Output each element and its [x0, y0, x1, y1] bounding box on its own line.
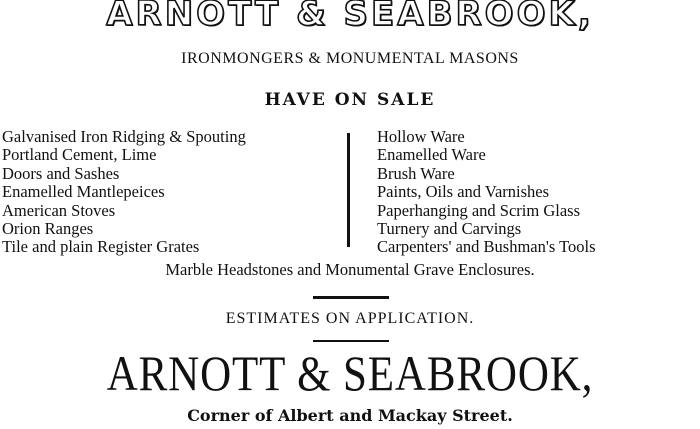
goods-list-right [377, 128, 596, 257]
marble-headstones-line: Marble Headstones and Monumental Grave Enclosures. [165, 260, 535, 279]
list-item: Turnery and Carvings [377, 219, 522, 239]
list-item: Hollow Ware [377, 127, 465, 146]
list-item: Portland Cement, Lime [2, 145, 157, 165]
address: Corner of Albert and Mackay Street. [187, 406, 513, 425]
list-item: Galvanised Iron Ridging & Spouting [2, 127, 246, 146]
list-item: Paints, Oils and Varnishes [377, 182, 550, 202]
list-item: Doors and Sashes [2, 163, 120, 183]
estimates-line: ESTIMATES ON APPLICATION. [225, 310, 475, 327]
horizontal-rule [313, 296, 389, 299]
list-item: Orion Ranges [2, 219, 94, 239]
subtitle: IRONMONGERS & MONUMENTAL MASONS [181, 50, 519, 67]
top-title: ARNOTT & SEABROOK, [106, 0, 594, 34]
footer-title: ARNOTT & SEABROOK, [106, 345, 594, 401]
have-on-sale-heading: HAVE ON SALE [264, 90, 436, 110]
list-item: Paperhanging and Scrim Glass [377, 200, 581, 220]
list-item: Brush Ware [377, 163, 455, 183]
list-item: Tile and plain Register Grates [2, 237, 200, 257]
list-item: American Stoves [2, 200, 116, 220]
horizontal-rule [313, 340, 389, 342]
list-item: Enamelled Ware [377, 145, 486, 165]
list-item: Carpenters' and Bushman's Tools [377, 237, 596, 257]
list-item: Enamelled Mantlepeices [2, 182, 165, 202]
column-divider [347, 133, 350, 247]
goods-list-left [2, 128, 246, 257]
